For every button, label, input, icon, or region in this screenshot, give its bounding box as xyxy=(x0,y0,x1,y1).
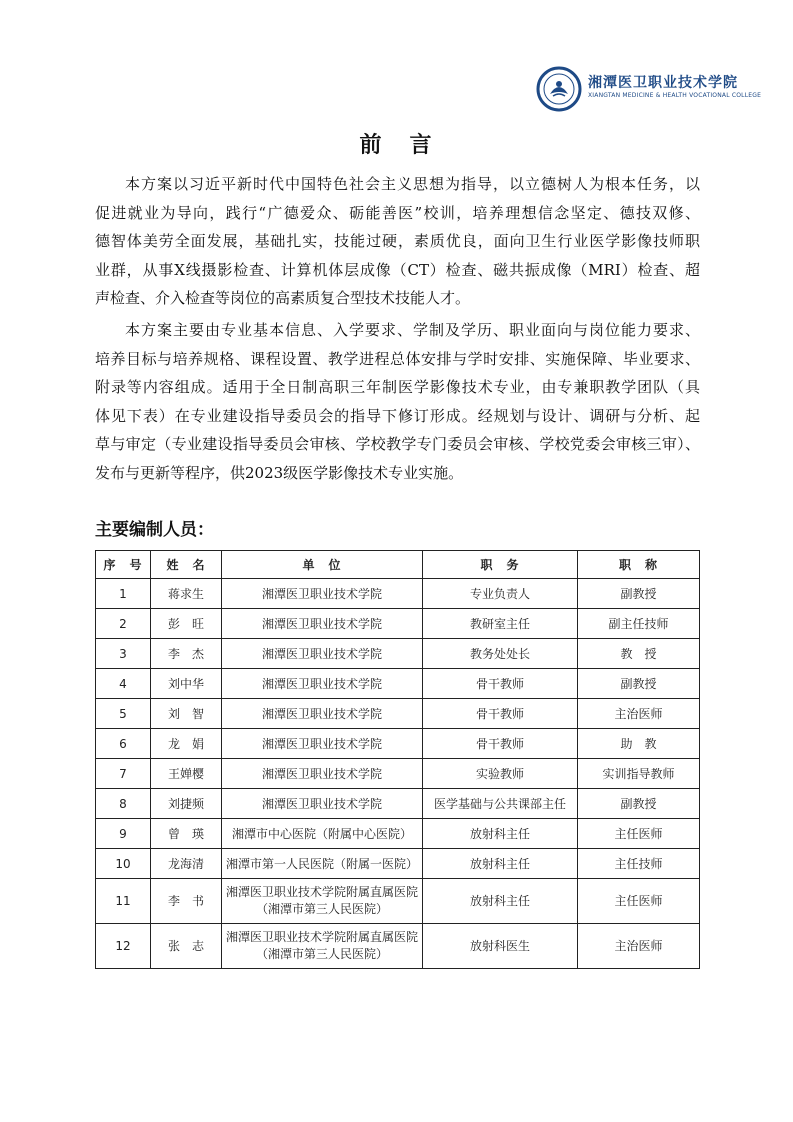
cell-post: 教务处处长 xyxy=(423,639,578,669)
cell-unit: 湘潭市中心医院（附属中心医院） xyxy=(222,819,423,849)
table-row xyxy=(96,669,700,699)
cell-unit: 湘潭医卫职业技术学院 xyxy=(222,729,423,759)
table-header-row xyxy=(96,551,700,579)
table-row xyxy=(96,879,700,924)
cell-no: 6 xyxy=(96,729,151,759)
cell-name: 李 书 xyxy=(151,879,222,924)
cell-post: 放射科主任 xyxy=(423,819,578,849)
paragraph-line: 培养目标与培养规格、课程设置、教学进程总体安排与学时安排、实施保障、毕业要求、 xyxy=(95,349,700,368)
cell-title: 副教授 xyxy=(578,669,700,699)
table-row xyxy=(96,579,700,609)
college-emblem-icon xyxy=(536,66,582,112)
cell-title: 教 授 xyxy=(578,639,700,669)
cell-title: 实训指导教师 xyxy=(578,759,700,789)
cell-no: 5 xyxy=(96,699,151,729)
cell-name: 龙 娟 xyxy=(151,729,222,759)
cell-no: 4 xyxy=(96,669,151,699)
preface-paragraph-2 xyxy=(95,316,700,487)
cell-unit-line: （湘潭市第三人民医院） xyxy=(255,902,388,916)
preface-paragraph-1 xyxy=(95,170,700,313)
cell-name: 李 杰 xyxy=(151,639,222,669)
cell-title: 主治医师 xyxy=(578,924,700,969)
cell-unit-line: （湘潭市第三人民医院） xyxy=(255,947,388,961)
table-row xyxy=(96,639,700,669)
table-row xyxy=(96,759,700,789)
cell-unit: 湘潭医卫职业技术学院 xyxy=(222,609,423,639)
cell-title: 主治医师 xyxy=(578,699,700,729)
cell-no: 3 xyxy=(96,639,151,669)
page-title xyxy=(0,128,793,159)
cell-post: 放射科主任 xyxy=(423,849,578,879)
header-post: 职 务 xyxy=(423,551,578,579)
cell-name: 龙海清 xyxy=(151,849,222,879)
cell-no: 9 xyxy=(96,819,151,849)
cell-unit: 湘潭医卫职业技术学院 xyxy=(222,759,423,789)
cell-post: 放射科主任 xyxy=(423,879,578,924)
header-title: 职 称 xyxy=(578,551,700,579)
paragraph-line: 本方案主要由专业基本信息、入学要求、学制及学历、职业面向与岗位能力要求、 xyxy=(125,321,700,339)
cell-title: 副主任技师 xyxy=(578,609,700,639)
cell-no: 7 xyxy=(96,759,151,789)
paragraph-line: 声检查、介入检查等岗位的高素质复合型技术技能人才。 xyxy=(95,289,471,307)
table-row xyxy=(96,729,700,759)
cell-no: 2 xyxy=(96,609,151,639)
table-row xyxy=(96,699,700,729)
cell-unit-line: 湘潭医卫职业技术学院附属直属医院 xyxy=(225,885,418,899)
page-title-left: 前 xyxy=(359,133,384,158)
section-title: 主要编制人员： xyxy=(95,520,214,540)
table-row xyxy=(96,924,700,969)
cell-name: 刘捷频 xyxy=(151,789,222,819)
cell-post: 骨干教师 xyxy=(423,699,578,729)
table-body xyxy=(96,579,700,969)
cell-title: 主任医师 xyxy=(578,819,700,849)
cell-unit xyxy=(222,924,423,969)
cell-unit: 湘潭医卫职业技术学院 xyxy=(222,669,423,699)
staff-table xyxy=(95,550,700,969)
paragraph-line: 促进就业为导向，践行“广德爱众、砺能善医”校训，培养理想信念坚定、德技双修、 xyxy=(95,203,700,222)
cell-no: 12 xyxy=(96,924,151,969)
cell-name: 王婵樱 xyxy=(151,759,222,789)
header-name: 姓 名 xyxy=(151,551,222,579)
cell-name: 张 志 xyxy=(151,924,222,969)
cell-title: 助 教 xyxy=(578,729,700,759)
cell-post: 放射科医生 xyxy=(423,924,578,969)
paragraph-line: 德智体美劳全面发展，基础扎实，技能过硬，素质优良，面向卫生行业医学影像技师职 xyxy=(95,232,700,250)
table-row xyxy=(96,849,700,879)
cell-unit: 湘潭医卫职业技术学院 xyxy=(222,639,423,669)
cell-unit xyxy=(222,879,423,924)
table-row xyxy=(96,819,700,849)
paragraph-line: 业群，从事X线摄影检查、计算机体层成像（CT）检查、磁共振成像（MRI）检查、超 xyxy=(95,260,700,279)
cell-no: 8 xyxy=(96,789,151,819)
college-logo xyxy=(536,66,762,116)
cell-name: 刘中华 xyxy=(151,669,222,699)
cell-unit-line: 湘潭医卫职业技术学院附属直属医院 xyxy=(225,930,418,944)
cell-no: 11 xyxy=(96,879,151,924)
paragraph-line: 发布与更新等程序，供2023级医学影像技术专业实施。 xyxy=(95,463,464,482)
header-unit: 单 位 xyxy=(222,551,423,579)
cell-post: 骨干教师 xyxy=(423,669,578,699)
table-row xyxy=(96,789,700,819)
cell-post: 专业负责人 xyxy=(423,579,578,609)
college-name: 湘潭医卫职业技术学院 xyxy=(588,75,738,91)
page-title-right: 言 xyxy=(409,133,434,158)
cell-post: 医学基础与公共课部主任 xyxy=(423,789,578,819)
cell-post: 实验教师 xyxy=(423,759,578,789)
cell-unit: 湘潭医卫职业技术学院 xyxy=(222,789,423,819)
paragraph-line: 本方案以习近平新时代中国特色社会主义思想为指导，以立德树人为根本任务，以 xyxy=(125,175,700,193)
cell-title: 主任技师 xyxy=(578,849,700,879)
cell-unit: 湘潭市第一人民医院（附属一医院） xyxy=(222,849,423,879)
paragraph-line: 体见下表）在专业建设指导委员会的指导下修订形成。经规划与设计、调研与分析、起 xyxy=(95,406,700,425)
cell-title: 主任医师 xyxy=(578,879,700,924)
paragraph-line: 草与审定（专业建设指导委员会审核、学校教学专门委员会审核、学校党委会审核三审）、 xyxy=(95,435,700,453)
cell-unit: 湘潭医卫职业技术学院 xyxy=(222,579,423,609)
paragraph-line: 附录等内容组成。适用于全日制高职三年制医学影像技术专业，由专兼职教学团队（具 xyxy=(95,378,700,396)
cell-no: 1 xyxy=(96,579,151,609)
cell-post: 骨干教师 xyxy=(423,729,578,759)
college-name-en: XIANGTAN MEDICINE & HEALTH VOCATIONAL COLLEGE xyxy=(588,92,762,99)
cell-unit: 湘潭医卫职业技术学院 xyxy=(222,699,423,729)
cell-no: 10 xyxy=(96,849,151,879)
cell-name: 刘 智 xyxy=(151,699,222,729)
cell-name: 蒋求生 xyxy=(151,579,222,609)
cell-title: 副教授 xyxy=(578,789,700,819)
table-row xyxy=(96,609,700,639)
header-no: 序 号 xyxy=(96,551,151,579)
cell-title: 副教授 xyxy=(578,579,700,609)
cell-name: 曾 瑛 xyxy=(151,819,222,849)
cell-name: 彭 旺 xyxy=(151,609,222,639)
cell-post: 教研室主任 xyxy=(423,609,578,639)
